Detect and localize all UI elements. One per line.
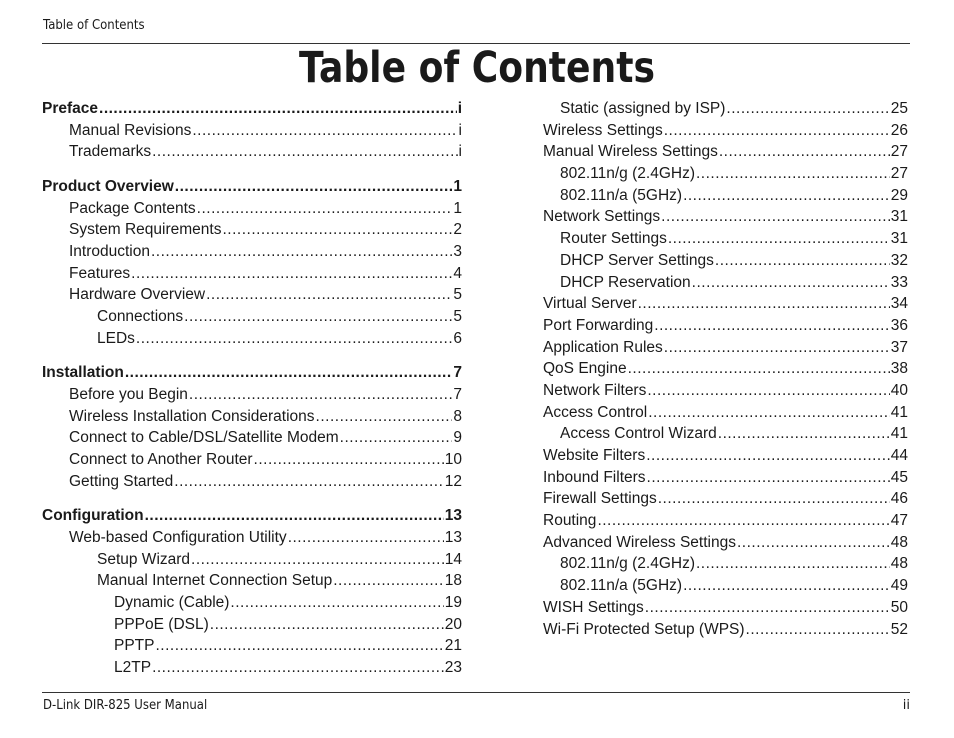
toc-entry-page: 3 (453, 243, 462, 261)
dot-leader (597, 510, 889, 532)
dot-leader (664, 337, 890, 359)
toc-entry-page: 45 (890, 468, 908, 486)
toc-entry-title: Router Settings (560, 230, 667, 248)
toc-entry-title: Manual Wireless Settings (543, 143, 718, 161)
toc-entry[interactable] (42, 263, 462, 285)
toc-entry-page: 7 (453, 364, 462, 382)
toc-entry-page: 5 (453, 308, 462, 326)
toc-entry[interactable] (543, 250, 908, 272)
dot-leader (683, 575, 890, 597)
toc-entry-title: Port Forwarding (543, 316, 654, 334)
toc-entry[interactable] (543, 380, 908, 402)
dot-leader (692, 272, 890, 294)
dot-leader (696, 553, 890, 575)
toc-entry-title: Routing (543, 512, 597, 530)
toc-entry-title: Connections (97, 308, 184, 326)
toc-entry-page: 19 (444, 594, 462, 612)
dot-leader (175, 176, 453, 198)
toc-entry-title: Connect to Cable/DSL/Satellite Modem (69, 429, 339, 447)
toc-entry-page: 6 (453, 329, 462, 347)
toc-entry[interactable] (42, 198, 462, 220)
toc-entry-page: 36 (890, 316, 908, 334)
toc-entry-page: 32 (890, 251, 908, 269)
dot-leader (184, 306, 452, 328)
toc-entry-title: Configuration (42, 507, 144, 525)
toc-entry-page: 13 (444, 507, 462, 525)
toc-entry-page: 50 (890, 598, 908, 616)
dot-leader (197, 198, 453, 220)
dot-leader (726, 98, 889, 120)
toc-entry-page: 31 (890, 208, 908, 226)
dot-leader (151, 241, 452, 263)
toc-entry[interactable] (543, 532, 908, 554)
toc-entry-title: Application Rules (543, 338, 663, 356)
toc-entry-page: 29 (890, 186, 908, 204)
dot-leader (192, 120, 457, 142)
footer-page-number: ii (902, 698, 910, 713)
toc-entry-page: 8 (453, 407, 462, 425)
dot-leader (189, 384, 452, 406)
toc-entry-title: Virtual Server (543, 295, 637, 313)
toc-entry[interactable] (42, 406, 462, 428)
toc-entry[interactable] (42, 362, 462, 384)
toc-entry[interactable] (543, 293, 908, 315)
toc-entry-title: Access Control (543, 403, 648, 421)
toc-entry-title: Manual Revisions (69, 121, 192, 139)
toc-entry[interactable] (543, 141, 908, 163)
dot-leader (737, 532, 890, 554)
toc-entry-page: 27 (890, 165, 908, 183)
toc-entry-title: Wireless Settings (543, 121, 663, 139)
dot-leader (664, 120, 890, 142)
toc-entry-title: Network Filters (543, 381, 647, 399)
dot-leader (696, 163, 890, 185)
dot-leader (647, 380, 889, 402)
toc-entry[interactable] (42, 176, 462, 198)
toc-entry-title: Connect to Another Router (69, 451, 253, 469)
toc-entry[interactable] (42, 306, 462, 328)
toc-entry-title: System Requirements (69, 221, 222, 239)
toc-entry[interactable] (543, 402, 908, 424)
toc-entry[interactable] (42, 549, 462, 571)
toc-entry-page: 13 (444, 529, 462, 547)
dot-leader (645, 597, 890, 619)
toc-entry-page: 26 (890, 121, 908, 139)
toc-entry-page: 10 (444, 451, 462, 469)
toc-entry[interactable] (42, 527, 462, 549)
dot-leader (210, 614, 444, 636)
toc-entry[interactable] (543, 467, 908, 489)
dot-leader (719, 141, 890, 163)
toc-entry-title: Network Settings (543, 208, 661, 226)
dot-leader (628, 358, 890, 380)
dot-leader (152, 141, 457, 163)
toc-entry[interactable] (42, 449, 462, 471)
dot-leader (718, 423, 890, 445)
toc-entry-page: 37 (890, 338, 908, 356)
dot-leader (316, 406, 453, 428)
toc-entry-title: QoS Engine (543, 360, 627, 378)
toc-entry[interactable] (543, 553, 908, 575)
toc-entry[interactable] (42, 141, 462, 163)
toc-entry[interactable] (543, 163, 908, 185)
toc-entry[interactable] (543, 510, 908, 532)
dot-leader (333, 570, 444, 592)
dot-leader (191, 549, 444, 571)
toc-entry-page: 48 (890, 555, 908, 573)
toc-entry-title: Package Contents (69, 199, 196, 217)
toc-entry-page: 27 (890, 143, 908, 161)
dot-leader (683, 185, 890, 207)
toc-entry-title: Static (assigned by ISP) (560, 100, 726, 117)
toc-entry-title: Trademarks (69, 143, 152, 161)
toc-entry-title: Dynamic (Cable) (114, 594, 230, 612)
toc-entry-page: 20 (444, 615, 462, 633)
toc-left-column (42, 98, 462, 679)
toc-entry-page: 23 (444, 659, 462, 677)
toc-entry[interactable] (42, 328, 462, 350)
toc-entry-title: 802.11n/a (5GHz) (560, 577, 683, 595)
toc-entry-page: 25 (890, 100, 908, 117)
toc-entry[interactable] (543, 445, 908, 467)
toc-entry[interactable] (42, 120, 462, 142)
toc-entry-page: i (458, 143, 462, 161)
toc-entry[interactable] (543, 228, 908, 250)
toc-entry[interactable] (42, 219, 462, 241)
dot-leader (658, 488, 890, 510)
toc-entry-page: 2 (453, 221, 462, 239)
toc-entry[interactable] (543, 358, 908, 380)
toc-entry-page: 41 (890, 425, 908, 443)
toc-entry-page: 1 (453, 199, 462, 217)
toc-entry-title: Preface (42, 100, 99, 117)
toc-entry[interactable] (543, 206, 908, 228)
toc-entry-page: 7 (453, 386, 462, 404)
toc-entry-title: Before you Begin (69, 386, 188, 404)
dot-leader (125, 362, 453, 384)
dot-leader (230, 592, 443, 614)
toc-entry-page: 1 (453, 177, 462, 195)
toc-entry-title: WISH Settings (543, 598, 644, 616)
toc-entry-title: Access Control Wizard (560, 425, 717, 443)
toc-entry[interactable] (543, 272, 908, 294)
toc-entry-title: 802.11n/g (2.4GHz) (560, 165, 695, 183)
toc-entry[interactable] (42, 384, 462, 406)
toc-entry-title: Hardware Overview (69, 286, 206, 304)
toc-entry-page: 41 (890, 403, 908, 421)
dot-leader (340, 427, 453, 449)
toc-entry[interactable] (42, 592, 462, 614)
toc-entry[interactable] (42, 284, 462, 306)
toc-entry-title: Website Filters (543, 447, 646, 464)
toc-entry[interactable] (543, 120, 908, 142)
toc-entry-title: Advanced Wireless Settings (543, 533, 736, 551)
toc-entry-page: 34 (890, 295, 908, 313)
toc-entry-title: 802.11n/a (5GHz) (560, 186, 683, 204)
dot-leader (668, 228, 890, 250)
dot-leader (654, 315, 889, 337)
footer-manual-title: D-Link DIR-825 User Manual (43, 698, 208, 713)
toc-entry-page: 33 (890, 273, 908, 291)
dot-leader (746, 619, 890, 641)
dot-leader (145, 505, 444, 527)
dot-leader (288, 527, 444, 549)
toc-entry-page: i (458, 121, 462, 139)
dot-leader (136, 328, 452, 350)
toc-entry-page: 14 (444, 550, 462, 568)
toc-right-column (543, 98, 908, 640)
toc-entry[interactable] (543, 185, 908, 207)
toc-entry-page: 40 (890, 381, 908, 399)
toc-entry-title: Manual Internet Connection Setup (97, 572, 333, 590)
toc-entry-title: Getting Started (69, 472, 174, 490)
toc-entry-title: Web-based Configuration Utility (69, 529, 287, 547)
toc-entry-title: Features (69, 264, 131, 282)
dot-leader (206, 284, 452, 306)
toc-entry-title: Setup Wizard (97, 550, 191, 568)
toc-entry-page: i (457, 100, 462, 117)
toc-entry-title: LEDs (97, 329, 135, 347)
toc-entry-title: Firewall Settings (543, 490, 657, 508)
dot-leader (638, 293, 890, 315)
toc-entry-title: Introduction (69, 243, 150, 261)
dot-leader (131, 263, 452, 285)
toc-entry-title: 802.11n/g (2.4GHz) (560, 555, 695, 573)
toc-entry-page: 12 (444, 472, 462, 490)
toc-entry-title: Wireless Installation Considerations (69, 407, 315, 425)
toc-entry[interactable] (543, 619, 908, 641)
toc-entry[interactable] (543, 98, 908, 120)
toc-entry-page: 48 (890, 533, 908, 551)
toc-entry[interactable] (42, 657, 462, 679)
dot-leader (648, 402, 890, 424)
toc-entry-page: 47 (890, 512, 908, 530)
dot-leader (715, 250, 890, 272)
toc-entry[interactable] (543, 575, 908, 597)
toc-entry[interactable] (42, 570, 462, 592)
toc-entry[interactable] (543, 337, 908, 359)
toc-entry-page: 9 (453, 429, 462, 447)
toc-entry-page: 49 (890, 577, 908, 595)
footer-rule (42, 692, 910, 693)
toc-entry-title: DHCP Reservation (560, 273, 691, 291)
toc-entry[interactable] (543, 423, 908, 445)
toc-entry-title: L2TP (114, 659, 152, 677)
dot-leader (174, 471, 443, 493)
toc-entry-title: Wi-Fi Protected Setup (WPS) (543, 620, 745, 638)
toc-entry-page: 38 (890, 360, 908, 378)
page-title: Table of Contents (298, 43, 656, 93)
toc-entry-page: 4 (453, 264, 462, 282)
dot-leader (99, 98, 457, 120)
toc-entry-title: PPTP (114, 637, 155, 655)
toc-entry[interactable] (42, 505, 462, 527)
toc-entry-title: Inbound Filters (543, 468, 646, 486)
toc-entry[interactable] (543, 488, 908, 510)
toc-entry[interactable] (42, 241, 462, 263)
toc-entry[interactable] (42, 98, 462, 120)
dot-leader (152, 657, 444, 679)
toc-entry-page: 18 (444, 572, 462, 590)
toc-entry-title: DHCP Server Settings (560, 251, 714, 269)
toc-entry-title: Installation (42, 364, 124, 382)
toc-entry[interactable] (42, 635, 462, 657)
dot-leader (155, 635, 443, 657)
toc-entry-title: PPPoE (DSL) (114, 615, 209, 633)
toc-entry-page: 21 (444, 637, 462, 655)
toc-entry-page: 31 (890, 230, 908, 248)
dot-leader (646, 445, 890, 467)
toc-entry[interactable] (543, 315, 908, 337)
dot-leader (222, 219, 452, 241)
dot-leader (254, 449, 444, 471)
toc-entry-title: Product Overview (42, 177, 174, 195)
toc-entry[interactable] (42, 471, 462, 493)
dot-leader (647, 467, 890, 489)
toc-entry-page: 44 (890, 447, 908, 464)
toc-entry-page: 5 (453, 286, 462, 304)
toc-entry[interactable] (42, 427, 462, 449)
toc-entry[interactable] (42, 614, 462, 636)
toc-entry-page: 46 (890, 490, 908, 508)
running-header: Table of Contents (43, 18, 145, 33)
toc-entry-page: 52 (890, 620, 908, 638)
dot-leader (661, 206, 890, 228)
toc-entry[interactable] (543, 597, 908, 619)
